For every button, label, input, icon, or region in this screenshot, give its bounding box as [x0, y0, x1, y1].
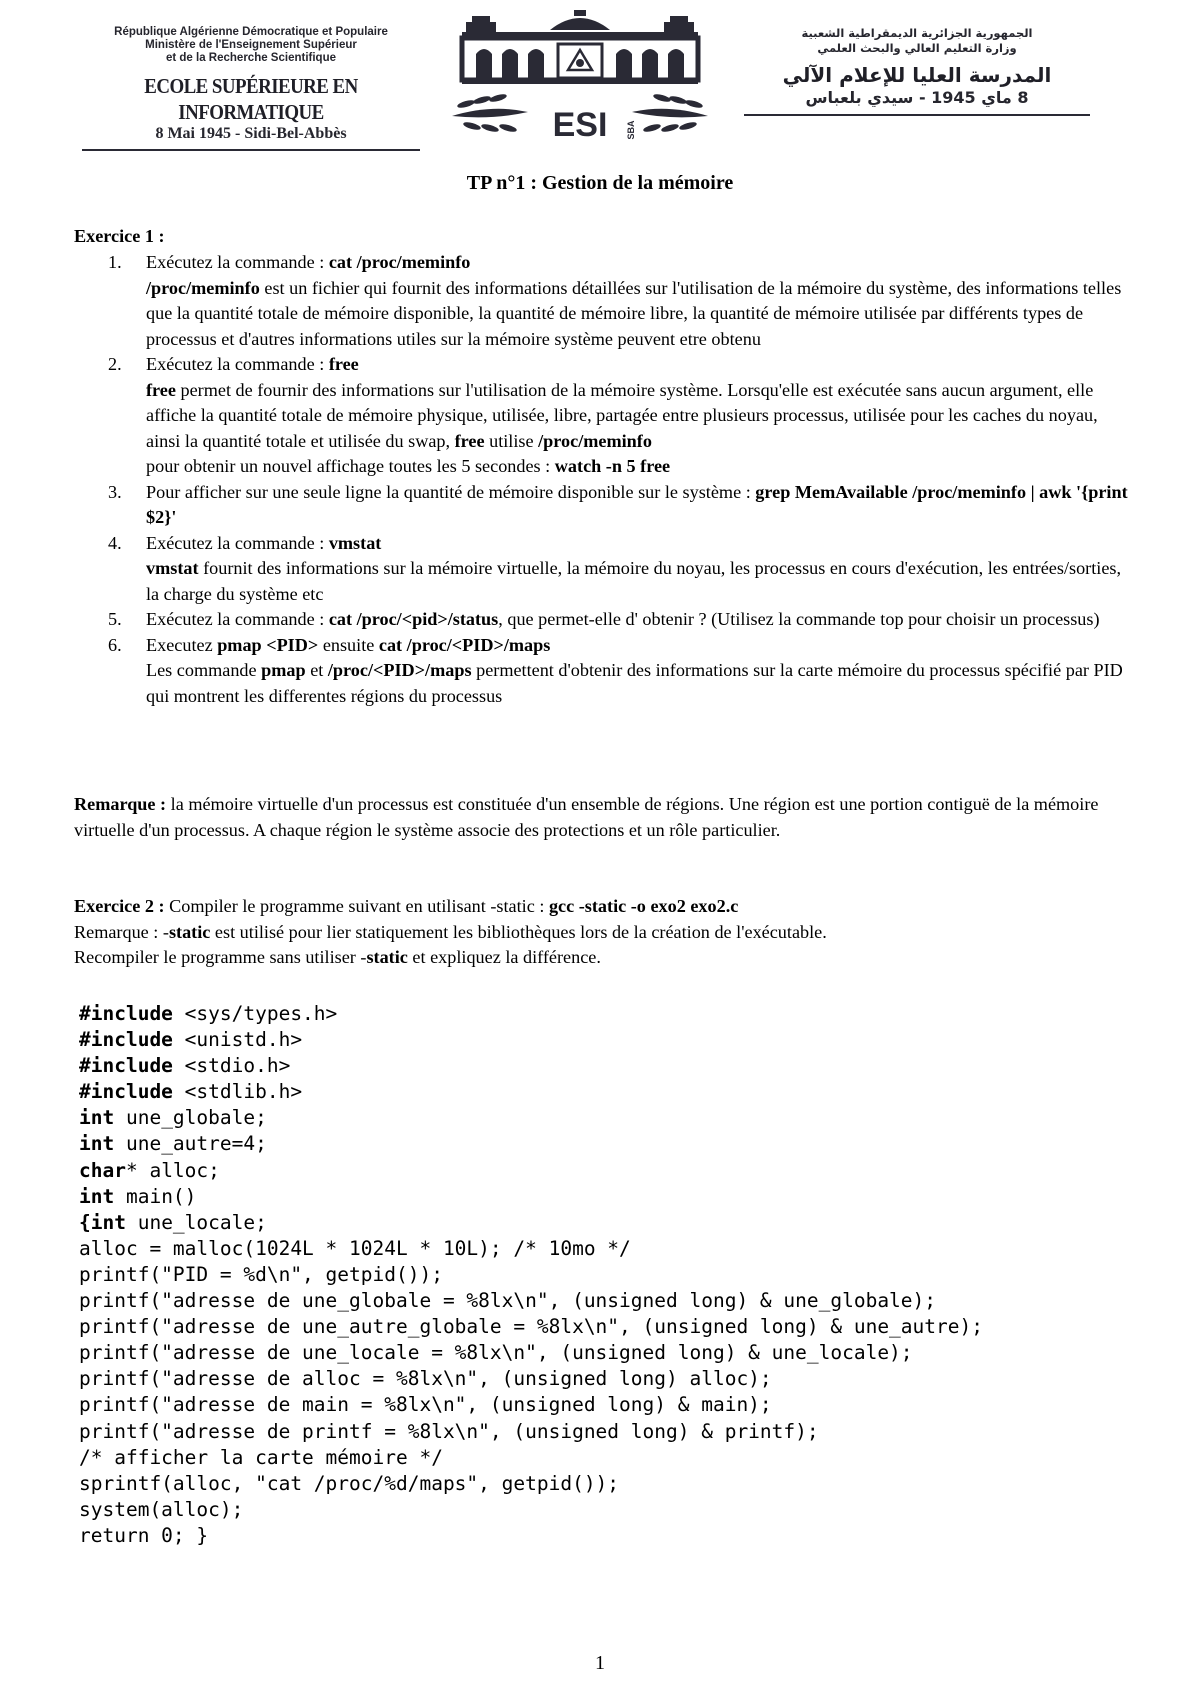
item-instruction [146, 480, 1134, 531]
description-text: et [305, 660, 328, 680]
command-text: free [454, 430, 485, 451]
list-item [74, 352, 1134, 480]
command-text: /proc/<PID>/maps [327, 660, 472, 680]
command-text: vmstat [328, 532, 382, 553]
code-line: int une_globale; [79, 1106, 267, 1130]
instruction-text: et expliquez la différence. [407, 947, 601, 967]
instruction-text: Exécutez la commande : [146, 532, 329, 553]
item-instruction [146, 250, 1134, 276]
exercise1-heading: Exercice 1 : [74, 226, 165, 246]
instruction-text: Exécutez la commande : [146, 354, 329, 374]
command-text: vmstat [146, 558, 199, 578]
item-instruction [146, 531, 1134, 557]
instruction-text: Exécutez la commande : [146, 252, 329, 272]
item-number: 3. [108, 481, 122, 502]
code-line: printf("adresse de une_autre_globale = %8lx\n", (unsigned long) & une_autre); [79, 1315, 983, 1339]
exercise2-remark [74, 920, 1134, 946]
central-emblem [558, 44, 602, 78]
description-text: permettent d'obtenir des informations sur la carte mémoire du processus spécifié par PID qui montrent les differentes régions du processus [146, 660, 1123, 706]
item-instruction [146, 352, 1134, 378]
logo-badge: SBA [626, 120, 636, 140]
code-line: /* afficher la carte mémoire */ [79, 1445, 443, 1469]
code-line: printf("adresse de main = %8lx\n", (unsigned long) & main); [79, 1393, 772, 1417]
instruction-text: Executez [146, 634, 218, 655]
ministry-name-ar: وزارة التعليم العالي والبحث العلمي [817, 41, 1017, 55]
laurel-left [452, 93, 528, 133]
code-line: int une_autre=4; [79, 1132, 267, 1156]
exercise2-heading: Exercice 2 : [74, 896, 165, 916]
command-text: gcc -static -o exo2 exo2.c [548, 896, 739, 916]
command-text: cat /proc/<PID>/maps [378, 634, 551, 655]
instruction-text: , que permet-elle d' obtenir ? (Utilisez la commande top pour choisir un processus) [498, 609, 1100, 629]
republic-name-fr: République Algérienne Démocratique et Populaire [114, 26, 388, 38]
command-text: static [366, 947, 408, 967]
code-line: printf("adresse de printf = %8lx\n", (unsigned long) & printf); [79, 1419, 819, 1443]
description-text: permet de fournir des informations sur l'utilisation de la mémoire système. Lorsqu'elle est exécutée sans aucun argument, elle affiche la quantité totale de mémoire physique, utilisée, libre, partagée entre plusieurs processus, utilisée pour les caches du noyau, ainsi la quantité totale et utilisée du swap, [146, 379, 1098, 451]
command-text: cat /proc/<pid>/status [328, 609, 499, 629]
letterhead-left [74, 26, 428, 151]
item-description [146, 556, 1134, 607]
letterhead-rule-left [82, 149, 420, 151]
logo-text: ESI [552, 106, 608, 144]
exercise2 [74, 894, 1134, 971]
code-line: {int une_locale; [79, 1210, 267, 1234]
instruction-text: Compiler le programme suivant en utilisant -static : [164, 896, 549, 916]
code-listing [79, 1001, 983, 1549]
code-line: #include <unistd.h> [79, 1028, 303, 1052]
laurel-right [632, 93, 708, 133]
letterhead-rule-right [744, 114, 1090, 116]
code-line: printf("adresse de une_locale = %8lx\n", (unsigned long) & une_locale); [79, 1341, 913, 1365]
exercise2-statement [74, 894, 1134, 920]
code-line: int main() [79, 1184, 197, 1208]
code-line: alloc = malloc(1024L * 1024L * 10L); /* 10mo */ [79, 1236, 631, 1260]
remark-text: Remarque : - [74, 921, 169, 942]
code-line: system(alloc); [79, 1497, 244, 1521]
code-line: printf("adresse de une_globale = %8lx\n", (unsigned long) & une_globale); [79, 1289, 937, 1313]
page-number: 1 [595, 1652, 605, 1674]
remark-text: la mémoire virtuelle d'un processus est constituée d'un ensemble de régions. Une région est une portion contiguë de la mémoire virtuelle d'un processus. A chaque région le système associe des protections et un rôle particulier. [74, 794, 1099, 840]
description-text: pour obtenir un nouvel affichage toutes les 5 secondes : [146, 456, 555, 476]
description-text: fournit des informations sur la mémoire virtuelle, la mémoire du noyau, les processus en cours d'exécution, les entrées/sorties, la charge du système etc [146, 558, 1122, 604]
code-line: char* alloc; [79, 1158, 220, 1182]
letterhead-right [736, 26, 1098, 116]
code-line: #include <stdio.h> [79, 1054, 291, 1078]
command-text: watch -n 5 free [554, 456, 671, 476]
code-line: #include <sys/types.h> [79, 1002, 338, 1025]
item-number: 6. [108, 634, 122, 655]
code-line: printf("PID = %d\n", getpid()); [79, 1262, 443, 1286]
item-description [146, 378, 1134, 455]
command-text: free [328, 354, 359, 374]
ministry-name-fr-2: et de la Recherche Scientifique [165, 52, 336, 64]
school-name-fr: ECOLE SUPÉRIEURE EN INFORMATIQUE [144, 74, 358, 124]
instruction-text: ensuite [318, 634, 379, 655]
item-number: 4. [108, 532, 122, 553]
code-line: #include <stdlib.h> [79, 1080, 303, 1104]
exercise2-recompile [74, 945, 1134, 971]
command-text: /proc/meminfo [146, 277, 260, 298]
command-text: static [168, 921, 211, 942]
description-text: Les commande [146, 660, 262, 680]
command-text: pmap [261, 660, 306, 680]
code-line: return 0; } [79, 1523, 209, 1547]
command-text: free [146, 379, 176, 400]
remark-text: est utilisé pour lier statiquement les bibliothèques lors de la création de l'exécutable. [210, 921, 827, 942]
ministry-name-fr: Ministère de l'Enseignement Supérieur [145, 39, 357, 51]
list-item [74, 607, 1134, 633]
exercise1-list [74, 250, 1134, 709]
command-text: cat /proc/meminfo [328, 252, 471, 272]
remark-label: Remarque : [74, 794, 167, 814]
command-text: grep MemAvailable /proc/meminfo | awk '{print $2}' [146, 481, 1128, 527]
item-description [146, 454, 1134, 480]
code-line: sprintf(alloc, "cat /proc/%d/maps", getpid()); [79, 1471, 620, 1495]
command-text: pmap <PID> [217, 634, 319, 655]
command-text: /proc/meminfo [538, 430, 652, 451]
instruction-text: Pour afficher sur une seule ligne la quantité de mémoire disponible sur le système : [146, 481, 756, 502]
esi-building-laurel-icon [452, 8, 708, 146]
description-text: est un fichier qui fournit des informations détaillées sur l'utilisation de la mémoire du système, des informations telles que la quantité totale de mémoire disponible, la quantité de mémoire libre, la quantité de mémoire utilisée par différents types de processus et d'autres informations utiles sur la mémoire système peuvent etre obtenu [146, 277, 1122, 349]
exercise1-remark [74, 792, 1134, 843]
item-description [146, 276, 1134, 353]
list-item [74, 531, 1134, 608]
republic-name-ar: الجمهورية الجزائرية الديمقراطية الشعبية [801, 26, 1033, 40]
code-line: printf("adresse de alloc = %8lx\n", (unsigned long) alloc); [79, 1367, 772, 1391]
item-number: 2. [108, 354, 122, 374]
school-location-fr: 8 Mai 1945 - Sidi-Bel-Abbès [155, 125, 347, 142]
document-title: TP n°1 : Gestion de la mémoire [466, 172, 734, 194]
item-description [146, 658, 1134, 709]
item-instruction [146, 633, 1134, 659]
list-item [74, 480, 1134, 531]
instruction-text: Recompiler le programme sans utiliser - [74, 947, 367, 967]
esi-logo [452, 8, 708, 146]
school-name-ar: المدرسة العليا للإعلام الآلي [782, 63, 1052, 87]
item-instruction [146, 607, 1134, 633]
list-item [74, 633, 1134, 710]
instruction-text: Exécutez la commande : [146, 609, 329, 629]
item-number: 5. [108, 609, 122, 629]
school-location-ar: 8 ماي 1945 - سيدي بلعباس [805, 88, 1029, 107]
item-number: 1. [108, 252, 122, 272]
description-text: utilise [484, 430, 539, 451]
list-item [74, 250, 1134, 352]
